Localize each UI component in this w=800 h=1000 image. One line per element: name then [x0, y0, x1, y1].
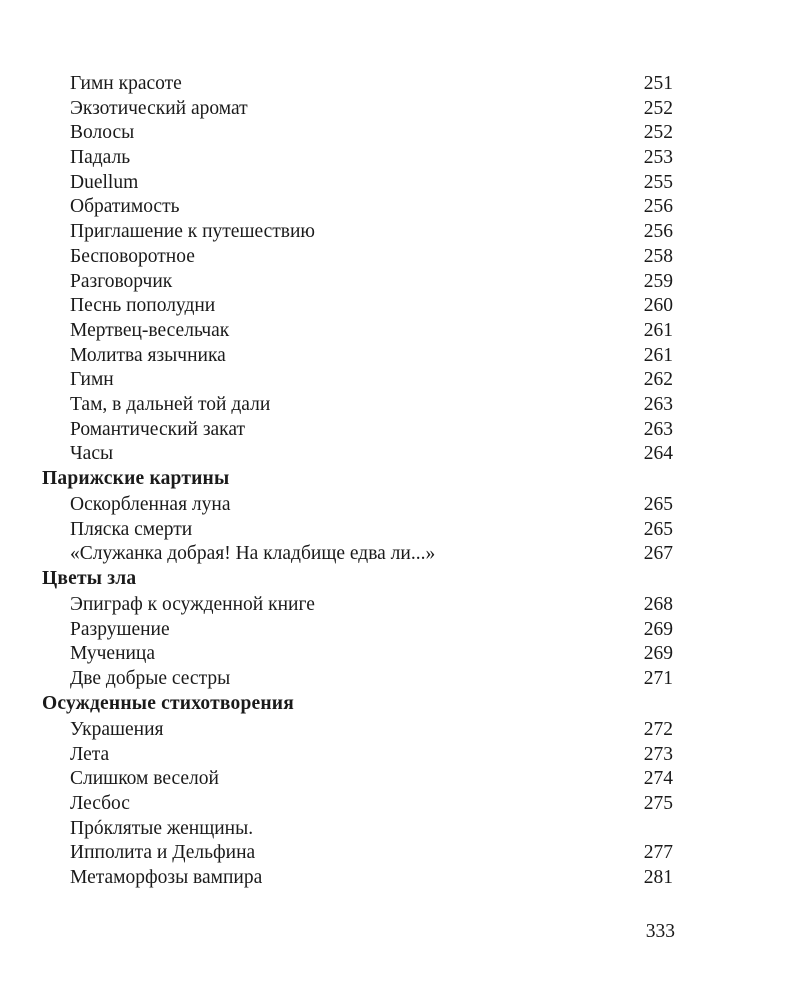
toc-entry-title: Эпиграф к осужденной книге	[70, 594, 315, 616]
toc-entry	[0, 171, 800, 196]
toc-entry-page: 268	[643, 594, 673, 616]
toc-entry-title: Лета	[70, 743, 110, 765]
toc-entry	[0, 593, 800, 618]
table-of-contents	[0, 72, 800, 891]
toc-entry	[0, 146, 800, 171]
toc-entry-title: Слишком веселой	[70, 768, 219, 790]
toc-entry-page: 261	[643, 344, 673, 366]
toc-entry-page: 265	[643, 494, 673, 515]
toc-entry-page: 273	[643, 743, 673, 765]
toc-entry	[0, 270, 800, 295]
toc-entry-page: 255	[643, 171, 673, 193]
toc-entry-title: Две добрые сестры	[70, 668, 231, 690]
toc-entry-title: Молитва язычника	[70, 344, 226, 366]
toc-entry	[0, 518, 800, 543]
toc-entry	[0, 442, 800, 467]
toc-entry	[0, 743, 800, 768]
toc-entry-page: 256	[643, 221, 673, 243]
toc-entry	[0, 368, 800, 393]
toc-entry-page: 267	[643, 543, 673, 565]
toc-entry-title: Мертвец-весельчак	[70, 319, 230, 341]
toc-entry	[0, 97, 800, 122]
toc-entry-page: 258	[643, 245, 673, 267]
toc-entry	[0, 667, 800, 692]
toc-entry-title: Метаморфозы вампира	[70, 866, 263, 888]
toc-entry	[0, 319, 800, 344]
toc-entry-page: 271	[643, 668, 673, 690]
toc-entry-page: 263	[643, 393, 673, 415]
toc-entry	[0, 718, 800, 743]
toc-entry-page: 252	[643, 97, 673, 119]
toc-section-title: Осужденные стихотворения	[42, 692, 294, 714]
toc-entry-title: Волосы	[70, 122, 135, 144]
toc-entry-title: Обратимость	[70, 196, 180, 218]
toc-entry	[0, 493, 800, 518]
toc-entry-title: Разрушение	[70, 618, 170, 640]
toc-section-heading	[0, 692, 800, 718]
toc-entry-title: Песнь пополудни	[70, 295, 216, 317]
toc-entry	[0, 767, 800, 792]
toc-entry-title: Бесповоротное	[70, 245, 195, 267]
toc-entry-title: Оскорбленная луна	[70, 494, 231, 515]
toc-entry	[0, 542, 800, 567]
toc-entry-page: 277	[643, 842, 673, 864]
toc-entry-page: 281	[643, 866, 673, 888]
toc-section-title: Цветы зла	[42, 568, 137, 590]
toc-entry	[0, 121, 800, 146]
toc-entry-page: 274	[643, 768, 673, 790]
toc-section-title: Парижские картины	[42, 468, 230, 489]
toc-entry-title: Пляска смерти	[70, 518, 193, 540]
toc-entry-page: 264	[643, 443, 673, 465]
toc-entry-page: 269	[643, 643, 673, 665]
toc-entry-page: 259	[643, 270, 673, 292]
toc-entry	[0, 393, 800, 418]
toc-entry-title: Мученица	[70, 643, 156, 665]
toc-entry-page: 253	[643, 147, 673, 169]
toc-entry-page: 251	[643, 73, 673, 94]
toc-entry-title: Приглашение к путешествию	[70, 221, 315, 243]
toc-section-heading	[0, 467, 800, 493]
toc-entry	[0, 642, 800, 667]
toc-entry	[0, 841, 800, 866]
toc-entry-title: Падаль	[70, 147, 131, 169]
toc-entry	[0, 418, 800, 443]
page-number: 333	[645, 921, 675, 942]
toc-entry-page: 275	[643, 792, 673, 814]
toc-entry-page: 265	[643, 518, 673, 540]
toc-entry-page: 263	[643, 418, 673, 440]
toc-entry-page: 260	[643, 295, 673, 317]
toc-entry	[0, 817, 800, 842]
toc-entry	[0, 245, 800, 270]
toc-entry	[0, 618, 800, 643]
toc-entry-title: Разговорчик	[70, 270, 173, 292]
toc-entry-page: 261	[643, 319, 673, 341]
toc-entry-page: 256	[643, 196, 673, 218]
toc-entry	[0, 866, 800, 891]
toc-entry-title: Лесбос	[70, 792, 130, 814]
toc-entry-title: Гимн красоте	[70, 73, 182, 94]
toc-entry-page: 262	[643, 369, 673, 391]
toc-entry-title: Duellum	[70, 171, 139, 193]
toc-entry-title: Там, в дальней той дали	[70, 393, 271, 415]
toc-entry-page: 269	[643, 618, 673, 640]
toc-entry	[0, 220, 800, 245]
toc-entry-title: Экзотический аромат	[70, 97, 248, 119]
toc-entry-title: Гимн	[70, 369, 114, 391]
toc-entry-title: Ипполита и Дельфина	[70, 842, 256, 864]
toc-entry-title: Романтический закат	[70, 418, 246, 440]
toc-entry	[0, 195, 800, 220]
toc-entry	[0, 294, 800, 319]
toc-entry	[0, 72, 800, 97]
toc-entry	[0, 792, 800, 817]
toc-entry-title: Часы	[70, 443, 114, 465]
toc-entry-title: «Служанка добрая! На кладбище едва ли...»	[70, 543, 436, 565]
toc-entry-page: 252	[643, 122, 673, 144]
toc-entry-title: Украшения	[70, 718, 164, 740]
toc-entry	[0, 344, 800, 369]
toc-section-heading	[0, 567, 800, 593]
toc-entry-page: 272	[643, 718, 673, 740]
toc-entry-title: Прóклятые женщины.	[70, 817, 254, 839]
